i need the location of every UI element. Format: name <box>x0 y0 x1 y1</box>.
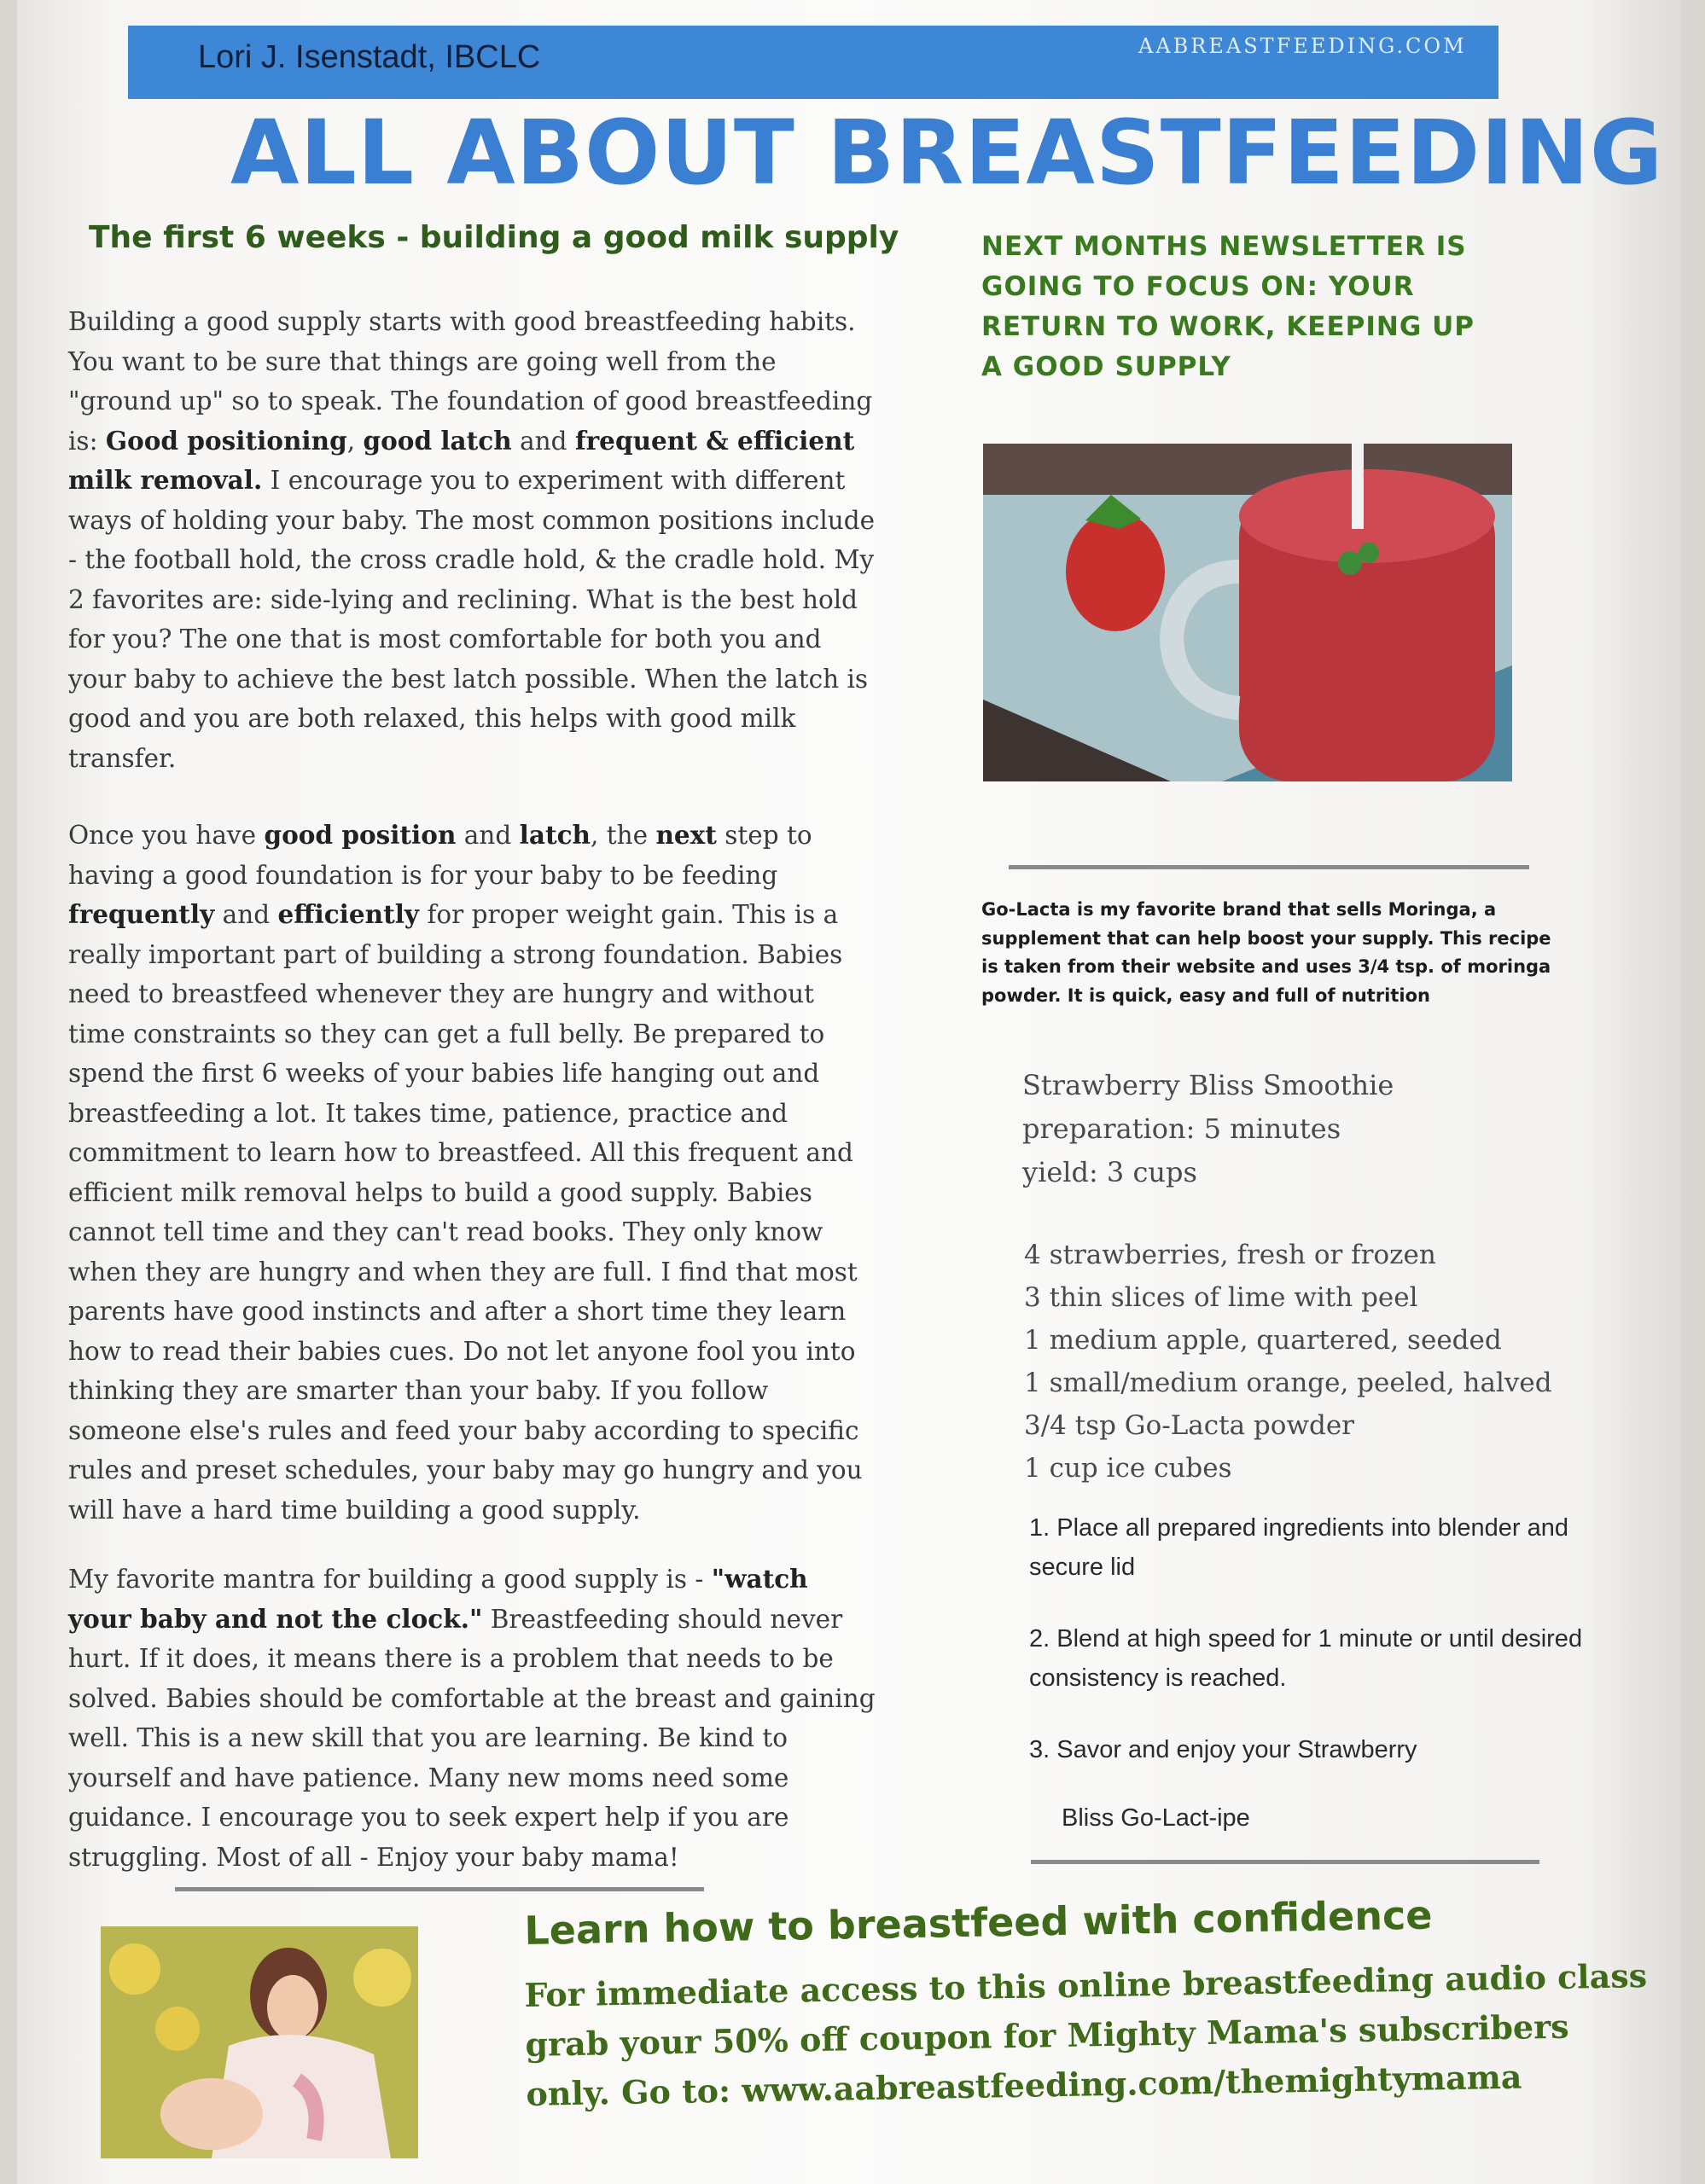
ingredient-list <box>1024 1234 1552 1490</box>
recipe-prep-time: preparation: 5 minutes <box>1022 1112 1341 1145</box>
mother-baby-photo <box>101 1926 418 2158</box>
promo-line-2: grab your 50% off coupon for Mighty Mama's subscribers <box>525 2007 1569 2064</box>
recipe-step-continued: Bliss Go-Lact-ipe <box>1062 1804 1250 1832</box>
mother-baby-illustration <box>101 1926 418 2158</box>
ingredient-item: 3 thin slices of lime with peel <box>1024 1282 1418 1313</box>
recipe-header <box>1022 1064 1394 1194</box>
ingredient-item: 4 strawberries, fresh or frozen <box>1024 1240 1436 1270</box>
ingredient-item: 1 cup ice cubes <box>1024 1453 1232 1484</box>
recipe-steps <box>1029 1508 1609 1870</box>
recipe-step: 1. Place all prepared ingredients into blender and secure lid <box>1029 1514 1568 1581</box>
promo-heading: Learn how to breastfeed with confidence <box>524 1891 1433 1954</box>
next-month-notice: NEXT MONTHS NEWSLETTER IS GOING TO FOCUS ON: YOUR RETURN TO WORK, KEEPING UP A GOOD SUPPLY <box>981 231 1475 382</box>
ingredient-item: 1 medium apple, quartered, seeded <box>1024 1325 1502 1356</box>
paragraph-favorite-mantra: My favorite mantra for building a good supply is - "watch your baby and not the clock." Breastfeeding should never hurt. If it does, it means there is a problem that needs to be solved. Babies should be comfortable at the breast and gaining well. This is a new skill that you are learning. Be kind to yourself and have patience. Many new moms need some guidance. I encourage you to seek expert help if you are struggling. Most of all - Enjoy your baby mama! <box>68 1564 876 1872</box>
recipe-step: 2. Blend at high speed for 1 minute or until desired consistency is reached. <box>1029 1625 1583 1692</box>
promo-text <box>524 1951 1653 2119</box>
recipe-step: 3. Savor and enjoy your Strawberry <box>1029 1736 1417 1763</box>
promo-line-1: For immediate access to this online breastfeeding audio class <box>524 1956 1648 2014</box>
paragraph-building-supply: Building a good supply starts with good breastfeeding habits. You want to be sure that things are going well from the "ground up" so to speak. The foundation of good breastfeeding is: Good positioning, good latch and frequent & efficient milk removal. I encourage you to experiment with different ways of holding your baby. The most common positions include - the football hold, the cross cradle hold, & the cradle hold. My 2 favorites are: side-lying and reclining. What is the best hold for you? The one that is most comfortable for both you and your baby to achieve the best latch possible. When the latch is good and you are both relaxed, this helps with good milk transfer. <box>68 307 876 773</box>
divider-right-top <box>1009 865 1529 869</box>
recipe-yield: yield: 3 cups <box>1022 1156 1197 1188</box>
recipe-name: Strawberry Bliss Smoothie <box>1022 1069 1394 1101</box>
ingredient-item: 3/4 tsp Go-Lacta powder <box>1024 1410 1354 1441</box>
go-lacta-note: Go-Lacta is my favorite brand that sells Moringa, a supplement that can help boost your supply. This recipe is taken from their website and uses 3/4 tsp. of moringa powder. It is quick, easy and full of nutrition <box>981 899 1551 1006</box>
author-name: Lori J. Isenstadt, IBCLC <box>198 39 541 75</box>
smoothie-illustration <box>983 444 1512 781</box>
ingredient-item: 1 small/medium orange, peeled, halved <box>1024 1368 1552 1398</box>
section-heading-first-6-weeks: The first 6 weeks - building a good milk supply <box>89 220 899 255</box>
site-name: AABREASTFEEDING.COM <box>1138 34 1467 58</box>
paragraph-position-latch: Once you have good position and latch, the next step to having a good foundation is for your baby to be feeding frequently and efficiently for proper weight gain. This is a really important part of building a strong foundation. Babies need to breastfeed whenever they are hungry and without time constraints so they can get a full belly. Be prepared to spend the first 6 weeks of your babies life hanging out and breastfeeding a lot. It takes time, patience, practice and commitment to learn how to breastfeed. All this frequent and efficient milk removal helps to build a good supply. Babies cannot tell time and they can't read books. They only know when they are hungry and when they are full. I find that most parents have good instincts and after a short time they learn how to read their babies cues. Do not let anyone fool you into thinking they are smarter than your baby. If you follow someone else's rules and feed your baby according to specific rules and preset schedules, your baby may go hungry and you will have a hard time building a good supply. <box>68 820 863 1525</box>
page-title: ALL ABOUT BREASTFEEDING <box>230 101 1664 205</box>
smoothie-photo <box>983 444 1512 781</box>
divider-right-bottom <box>1031 1860 1539 1864</box>
divider-left <box>175 1887 704 1891</box>
promo-line-3: only. Go to: www.aabreastfeeding.com/themightymama <box>526 2057 1522 2113</box>
